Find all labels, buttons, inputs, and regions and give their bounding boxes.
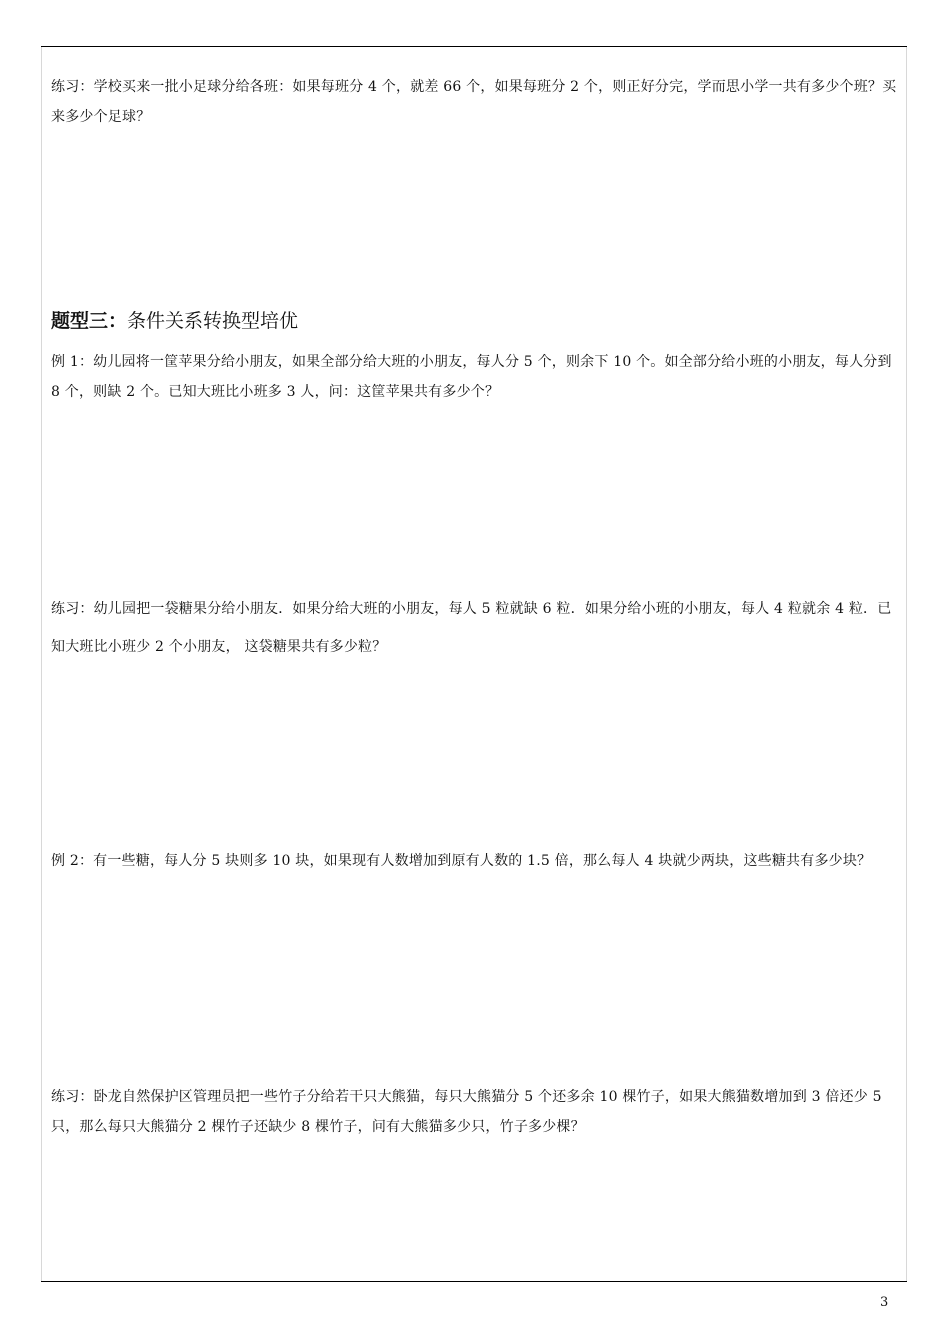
header-rule — [41, 46, 907, 47]
page-number: 3 — [880, 1295, 889, 1310]
footer-rule — [41, 1281, 907, 1282]
section-heading — [51, 306, 298, 336]
exercise-1: 练习：学校买来一批小足球分给各班：如果每班分 4 个，就差 66 个，如果每班分 2 个，则正好分完，学而思小学一共有多少个班？买来多少个足球？ — [51, 79, 897, 125]
section-title: 条件关系转换型培优 — [127, 310, 299, 332]
exercise-3: 练习：卧龙自然保护区管理员把一些竹子分给若干只大熊猫，每只大熊猫分 5 个还多余 10 棵竹子，如果大熊猫数增加到 3 倍还少 5 只，那么每只大熊猫分 2 棵竹子还缺少 8 棵竹子，问有大熊猫多少只，竹子多少棵？ — [51, 1089, 882, 1135]
example-2: 例 2：有一些糖，每人分 5 块则多 10 块，如果现有人数增加到原有人数的 1.5 倍，那么每人 4 块就少两块，这些糖共有多少块？ — [51, 853, 872, 869]
section-label: 题型三： — [51, 310, 128, 332]
example-1: 例 1：幼儿园将一筐苹果分给小朋友，如果全部分给大班的小朋友，每人分 5 个，则余下 10 个。如全部分给小班的小朋友，每人分到 8 个，则缺 2 个。已知大班比小班多 3 人，问：这筐苹果共有多少个？ — [51, 354, 892, 400]
exercise-2: 练习：幼儿园把一袋糖果分给小朋友．如果分给大班的小朋友，每人 5 粒就缺 6 粒．如果分给小班的小朋友，每人 4 粒就余 4 粒．已知大班比小班少 2 个小朋友， 这袋糖果共有多少粒？ — [51, 601, 892, 655]
